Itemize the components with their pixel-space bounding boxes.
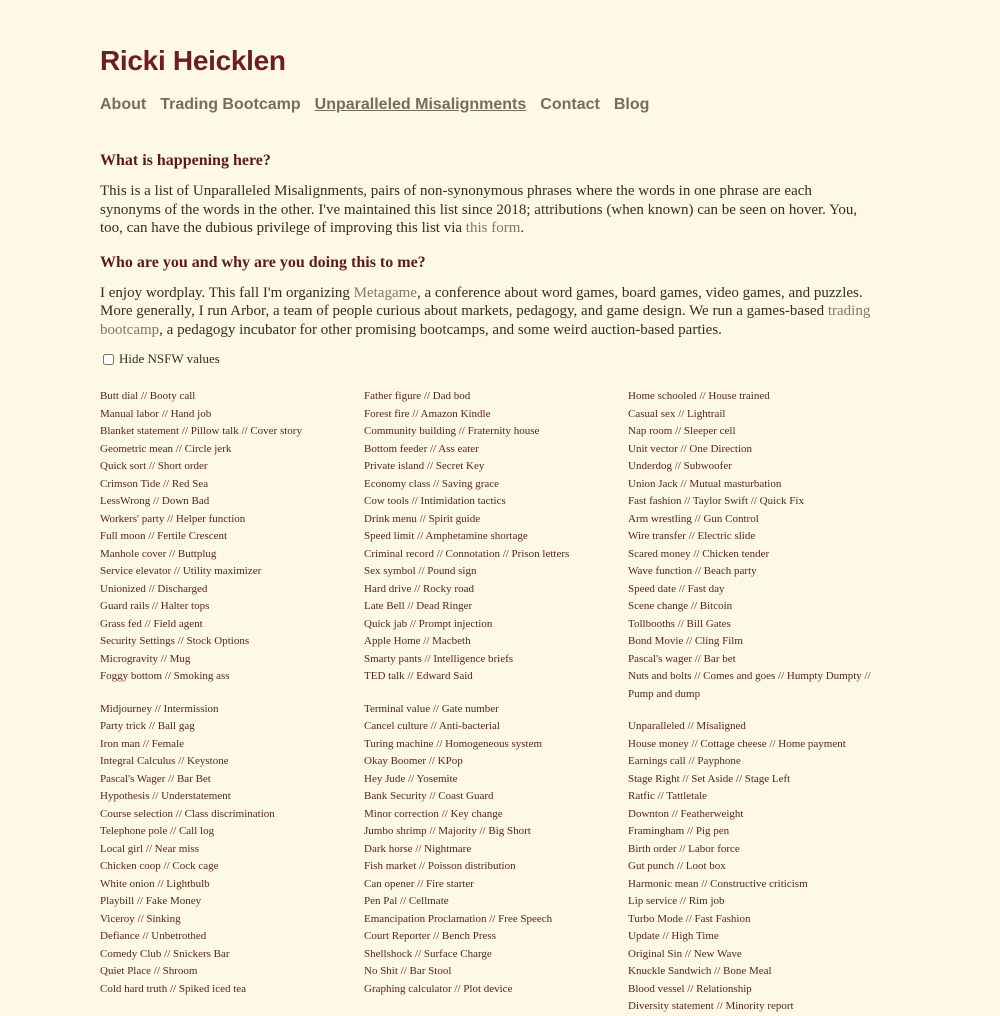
misalignment-entry: Hypothesis // Understatement <box>100 790 231 802</box>
misalignment-entry: Tollbooths // Bill Gates <box>628 617 731 630</box>
nav-contact[interactable]: Contact <box>540 96 600 113</box>
intro-text: This is a list of Unparalleled Misalignments, pairs of non-synonymous phrases where the words in one phrase are each synonyms of the words in the other. I've maintained this list since 2018; attributions (when known) can be seen on hover. You, too, can have the dubious privilege of improving this list via <box>100 183 858 236</box>
misalignment-entry: Course selection // Class discrimination <box>100 807 275 820</box>
misalignment-entry: Father figure // Dad bod <box>364 390 471 402</box>
misalignment-entry: Wire transfer // Electric slide <box>628 530 756 542</box>
misalignment-entry: Late Bell // Dead Ringer <box>364 600 473 612</box>
misalignment-entry: TED talk // Edward Said <box>364 670 473 682</box>
misalignment-entry: Viceroy // Sinking <box>100 912 181 925</box>
misalignment-entry: Drink menu // Spirit guide <box>364 512 481 525</box>
misalignment-entry: White onion // Lightbulb <box>100 877 210 890</box>
misalignment-entry: Pascal's Wager // Bar Bet <box>100 772 211 785</box>
who-text-2: , a conference about word games, board games, video games, and puzzles. More generally, I run Arbor, a team of people curious about markets, pedagogy, and game design. We run a games-based <box>100 284 863 319</box>
misalignment-entry: Earnings call // Payphone <box>628 755 741 767</box>
misalignment-entry: Fish market // Poisson distribution <box>364 860 516 872</box>
misalignments-column <box>628 388 888 1016</box>
misalignment-entry: House money // Cottage cheese // Home payment <box>628 737 846 750</box>
misalignment-entry: Workers' party // Helper function <box>100 512 246 525</box>
misalignment-entry: Hey Jude // Yosemite <box>364 772 458 785</box>
misalignment-entry: Local girl // Near miss <box>100 842 199 855</box>
section-text-who <box>100 284 875 340</box>
misalignment-entry: Update // High Time <box>628 930 719 942</box>
nav-blog[interactable]: Blog <box>613 96 650 113</box>
misalignment-entry: Ratfic // Tattletale <box>628 790 708 802</box>
hide-nsfw-toggle[interactable] <box>100 351 890 367</box>
section-text-what <box>100 182 875 238</box>
misalignment-entry: Scared money // Chicken tender <box>628 547 770 560</box>
misalignment-entry: Diversity statement // Minority report <box>628 1000 794 1012</box>
misalignments-grid <box>100 388 890 1016</box>
misalignment-entry: Criminal record // Connotation // Prison letters <box>364 547 570 560</box>
misalignments-column <box>100 388 364 1016</box>
misalignment-entry: Crimson Tide // Red Sea <box>100 477 209 490</box>
misalignment-entry: Pascal's wager // Bar bet <box>628 652 736 665</box>
misalignment-entry: Unit vector // One Direction <box>628 442 753 455</box>
misalignment-entry: Home schooled // House trained <box>628 390 770 402</box>
misalignment-entry: Foggy bottom // Smoking ass <box>100 670 230 682</box>
misalignment-entry: Service elevator // Utility maximizer <box>100 565 262 577</box>
main-nav <box>100 94 890 118</box>
misalignment-entry: Arm wrestling // Gun Control <box>628 512 759 525</box>
site-title[interactable]: Ricki Heicklen <box>100 45 286 76</box>
misalignment-entry: Cow tools // Intimidation tactics <box>364 495 506 507</box>
misalignment-entry: No Shit // Bar Stool <box>364 965 452 977</box>
misalignment-entry: Graphing calculator // Plot device <box>364 982 513 995</box>
misalignment-entry: Bottom feeder // Ass eater <box>364 442 479 455</box>
this-form-link[interactable]: this form <box>465 220 521 236</box>
misalignment-entry: Cold hard truth // Spiked iced tea <box>100 982 247 995</box>
misalignment-entry: Chicken coop // Cock cage <box>100 860 219 872</box>
misalignment-entry: Telephone pole // Call log <box>100 825 215 837</box>
misalignment-entry: Nap room // Sleeper cell <box>628 425 736 437</box>
misalignment-entry: Private island // Secret Key <box>364 460 485 472</box>
misalignment-entry: Turbo Mode // Fast Fashion <box>628 912 751 925</box>
misalignment-entry: Court Reporter // Bench Press <box>364 930 496 942</box>
misalignment-entry: Can opener // Fire starter <box>364 877 474 890</box>
misalignment-entry: Playbill // Fake Money <box>100 895 202 907</box>
misalignment-entry: Turing machine // Homogeneous system <box>364 737 543 750</box>
misalignment-entry: Lip service // Rim job <box>628 895 725 907</box>
metagame-link[interactable]: Metagame <box>353 284 417 301</box>
misalignment-entry: Party trick // Ball gag <box>100 720 195 732</box>
misalignment-entry: Apple Home // Macbeth <box>364 635 471 647</box>
group-spacer <box>628 703 888 718</box>
misalignment-entry: Casual sex // Lightrail <box>628 407 726 420</box>
misalignment-entry: Security Settings // Stock Options <box>100 635 250 647</box>
misalignment-entry: Cancel culture // Anti-bacterial <box>364 720 500 732</box>
misalignment-entry: Downton // Featherweight <box>628 807 744 820</box>
misalignment-entry: Defiance // Unbetrothed <box>100 930 207 942</box>
group-spacer <box>100 686 364 701</box>
misalignment-entry: Microgravity // Mug <box>100 652 191 665</box>
misalignment-entry: Manual labor // Hand job <box>100 407 212 420</box>
misalignment-entry: Framingham // Pig pen <box>628 825 730 837</box>
misalignment-entry: Comedy Club // Snickers Bar <box>100 947 230 960</box>
nav-unparalleled-misalignments[interactable]: Unparalleled Misalignments <box>314 96 527 113</box>
misalignment-entry: Bond Movie // Cling Film <box>628 635 743 647</box>
trading-bootcamp-link[interactable]: trading bootcamp <box>100 303 871 338</box>
misalignment-entry: Birth order // Labor force <box>628 842 740 855</box>
misalignment-entry: Quick sort // Short order <box>100 460 208 472</box>
misalignment-entry: LessWrong // Down Bad <box>100 495 210 507</box>
misalignment-entry: Quick jab // Prompt injection <box>364 617 493 630</box>
misalignment-entry: Blood vessel // Relationship <box>628 982 752 995</box>
misalignment-entry: Forest fire // Amazon Kindle <box>364 407 491 420</box>
misalignment-entry: Original Sin // New Wave <box>628 947 742 960</box>
misalignment-entry: Sex symbol // Pound sign <box>364 565 477 577</box>
section-heading-what: What is happening here? <box>100 152 271 169</box>
misalignment-entry: Shellshock // Surface Charge <box>364 947 492 960</box>
misalignment-entry: Fast fashion // Taylor Swift // Quick Fix <box>628 495 804 507</box>
misalignment-entry: Harmonic mean // Constructive criticism <box>628 877 808 890</box>
misalignment-entry: Minor correction // Key change <box>364 807 503 820</box>
misalignment-entry: Unionized // Discharged <box>100 582 208 595</box>
misalignment-entry: Blanket statement // Pillow talk // Cover story <box>100 425 302 437</box>
misalignment-entry: Hard drive // Rocky road <box>364 582 474 595</box>
nav-trading-bootcamp[interactable]: Trading Bootcamp <box>160 96 301 113</box>
hide-nsfw-checkbox[interactable] <box>103 354 114 365</box>
misalignment-entry: Butt dial // Booty call <box>100 390 196 402</box>
misalignment-entry: Nuts and bolts // Comes and goes // Humpty Dumpty // Pump and dump <box>628 670 871 700</box>
misalignment-entry: Geometric mean // Circle jerk <box>100 442 232 455</box>
misalignment-entry: Smarty pants // Intelligence briefs <box>364 652 514 665</box>
misalignment-entry: Manhole cover // Buttplug <box>100 547 217 560</box>
who-text-3: , a pedagogy incubator for other promising bootcamps, and some weird auction-based parties. <box>159 321 722 338</box>
misalignment-entry: Emancipation Proclamation // Free Speech <box>364 912 553 925</box>
misalignment-entry: Dark horse // Nightmare <box>364 842 472 855</box>
misalignment-entry: Quiet Place // Shroom <box>100 965 198 977</box>
misalignment-entry: Wave function // Beach party <box>628 565 757 577</box>
misalignments-column <box>364 388 628 1016</box>
misalignment-entry: Full moon // Fertile Crescent <box>100 530 228 542</box>
misalignment-entry: Integral Calculus // Keystone <box>100 755 229 767</box>
misalignment-entry: Union Jack // Mutual masturbation <box>628 477 782 490</box>
misalignment-entry: Underdog // Subwoofer <box>628 460 732 472</box>
misalignment-entry: Grass fed // Field agent <box>100 617 203 630</box>
intro-text-end: . <box>520 220 525 236</box>
misalignment-entry: Jumbo shrimp // Majority // Big Short <box>364 825 531 837</box>
misalignment-entry: Bank Security // Coast Guard <box>364 790 494 802</box>
misalignment-entry: Community building // Fraternity house <box>364 425 540 437</box>
misalignment-entry: Iron man // Female <box>100 737 185 750</box>
misalignment-entry: Guard rails // Halter tops <box>100 600 210 612</box>
group-spacer <box>364 686 628 701</box>
misalignment-entry: Scene change // Bitcoin <box>628 600 733 612</box>
nav-about[interactable]: About <box>100 96 147 113</box>
section-heading-who: Who are you and why are you doing this to me? <box>100 253 426 271</box>
misalignment-entry: Speed limit // Amphetamine shortage <box>364 530 528 542</box>
hide-nsfw-label: Hide NSFW values <box>119 351 220 366</box>
misalignment-entry: Pen Pal // Cellmate <box>364 895 449 907</box>
misalignment-entry: Okay Boomer // KPop <box>364 755 463 767</box>
misalignment-entry: Midjourney // Intermission <box>100 702 219 715</box>
misalignment-entry: Terminal value // Gate number <box>364 702 499 715</box>
misalignment-entry: Unparalleled // Misaligned <box>628 720 746 732</box>
misalignment-entry: Knuckle Sandwich // Bone Meal <box>628 965 772 977</box>
misalignment-entry: Stage Right // Set Aside // Stage Left <box>628 772 791 785</box>
who-text-1: I enjoy wordplay. This fall I'm organizing <box>100 284 354 301</box>
misalignment-entry: Gut punch // Loot box <box>628 860 726 872</box>
misalignment-entry: Speed date // Fast day <box>628 582 725 595</box>
misalignment-entry: Economy class // Saving grace <box>364 477 500 490</box>
